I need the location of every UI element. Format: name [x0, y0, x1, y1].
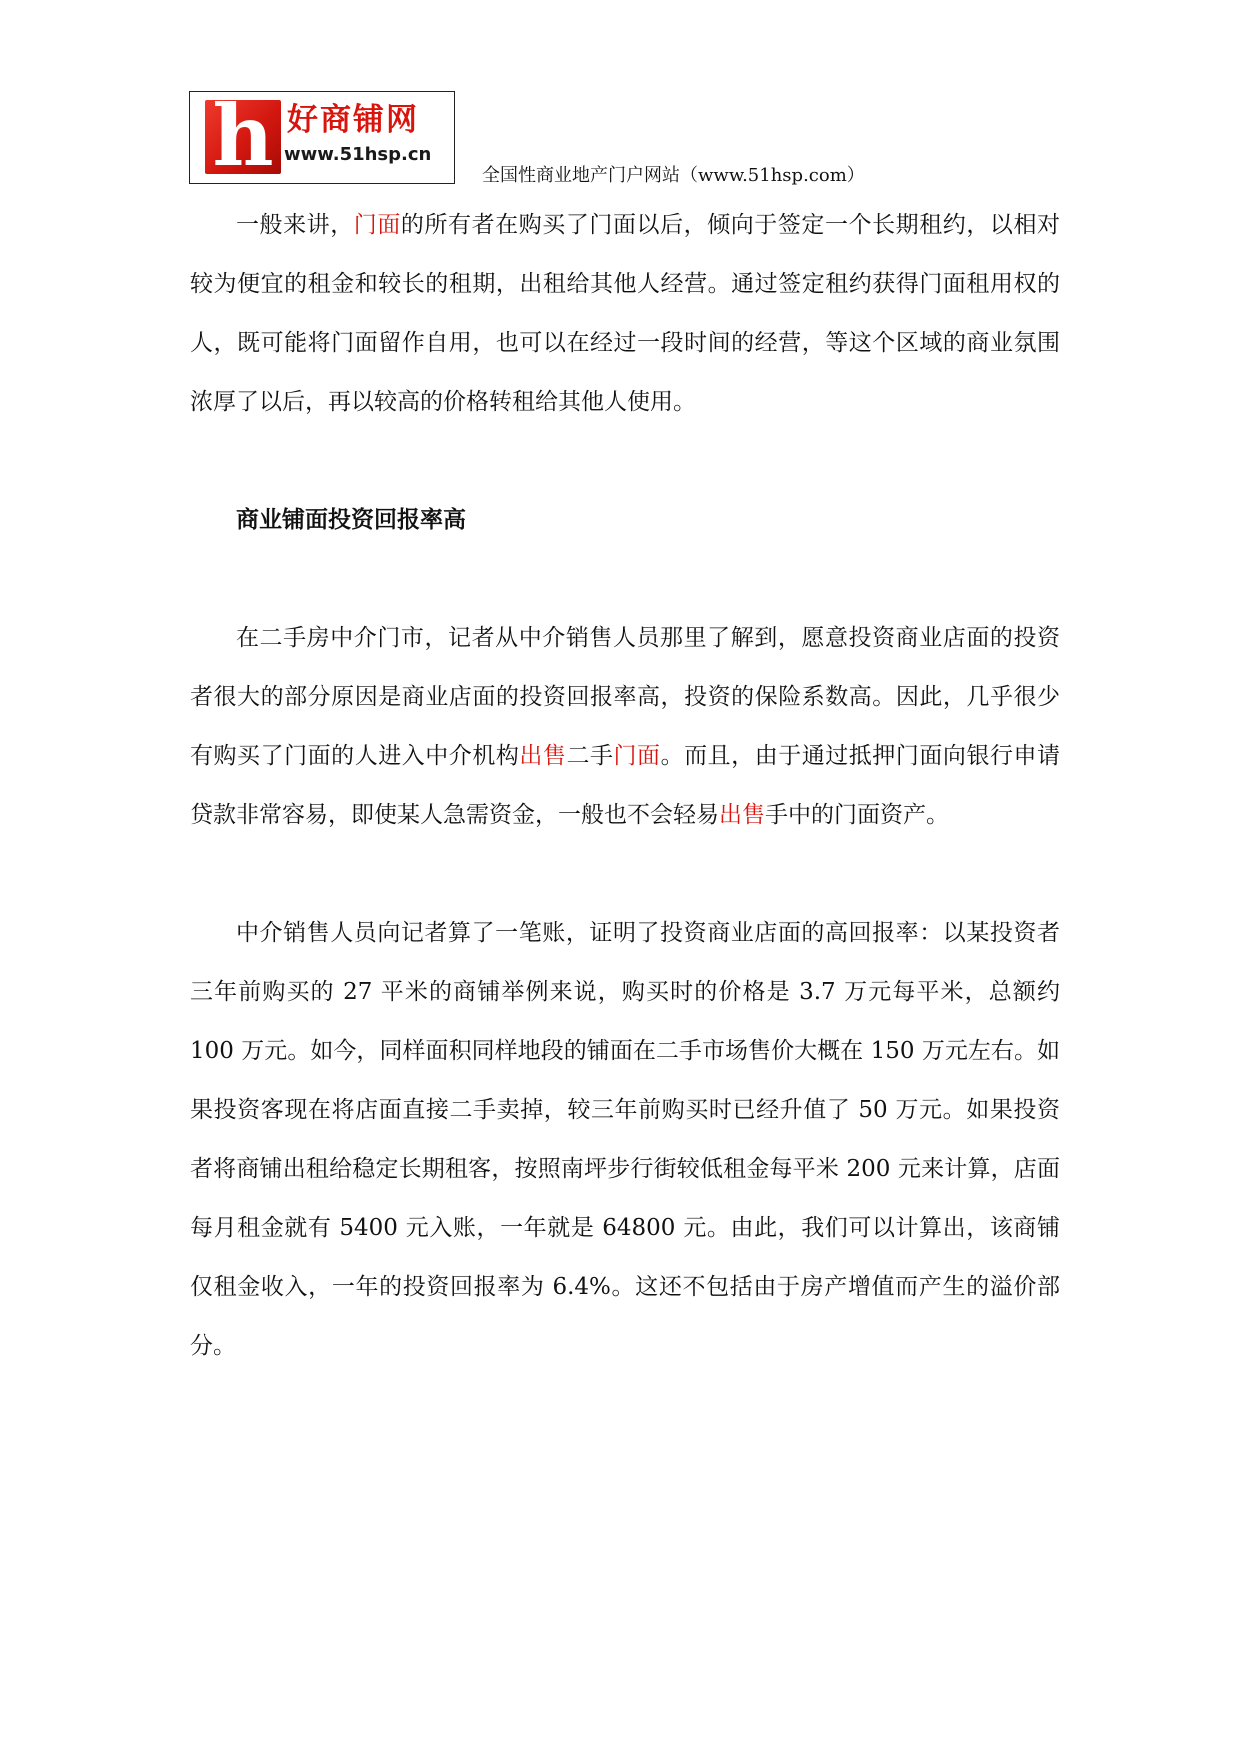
section-heading: 商业铺面投资回报率高 — [236, 507, 466, 533]
paragraph-1 — [190, 196, 1060, 432]
text-run: 。而且，由于通过抵押门面向银行申请贷款非常容易，即使某人急需资金，一般也不会轻易 — [190, 743, 1061, 828]
h-letter-logo-icon: h — [205, 100, 281, 174]
paragraph-3: 中介销售人员向记者算了一笔账，证明了投资商业店面的高回报率：以某投资者三年前购买的 27 平米的商铺举例来说，购买时的价格是 3.7 万元每平米，总额约 100 万元。如今，同样面积同样地段的铺面在二手市场售价大概在 150 万元左右。如果投资客现在将店面直接二手卖掉，较三年前购买时已经升值了 50 万元。如果投资者将商铺出租给稳定长期租客，按照南坪步行街较低租金每平米 200 元来计算，店面每月租金就有 5400 元入账，一年就是 64800 元。由此，我们可以计算出，该商铺仅租金收入，一年的投资回报率为 6.4%。这还不包括由于房产增值而产生的溢价部分。 — [190, 920, 1060, 1359]
text-run: 的所有者在购买了门面以后，倾向于签定一个长期租约，以相对较为便宜的租金和较长的租期，出租给其他人经营。通过签定租约获得门面租用权的人，既可能将门面留作自用，也可以在经过一段时间的经营，等这个区域的商业氛围浓厚了以后，再以较高的价格转租给其他人使用。 — [190, 212, 1061, 415]
link-chushou[interactable]: 出售 — [719, 802, 765, 828]
logo-site-url: www.51hsp.cn — [284, 144, 432, 165]
link-chushou[interactable]: 出售 — [519, 743, 567, 769]
link-menmian[interactable]: 门面 — [353, 212, 401, 238]
link-menmian[interactable]: 门面 — [613, 743, 661, 769]
site-tagline: 全国性商业地产门户网站（www.51hsp.com） — [482, 165, 865, 186]
text-run: 手中的门面资产。 — [765, 802, 949, 828]
text-run: 二手 — [566, 743, 614, 769]
site-logo — [189, 91, 455, 184]
text-run: 在二手房中介门市，记者从中介销售人员那里了解到，愿意投资商业店面的投资者很大的部分原因是商业店面的投资回报率高，投资的保险系数高。因此，几乎很少有购买了门面的人进入中介机构 — [190, 625, 1060, 769]
paragraph-2 — [190, 609, 1060, 845]
article-body — [190, 196, 1060, 1376]
logo-site-name: 好商铺网 — [287, 102, 419, 138]
text-run: 一般来讲， — [236, 212, 354, 238]
